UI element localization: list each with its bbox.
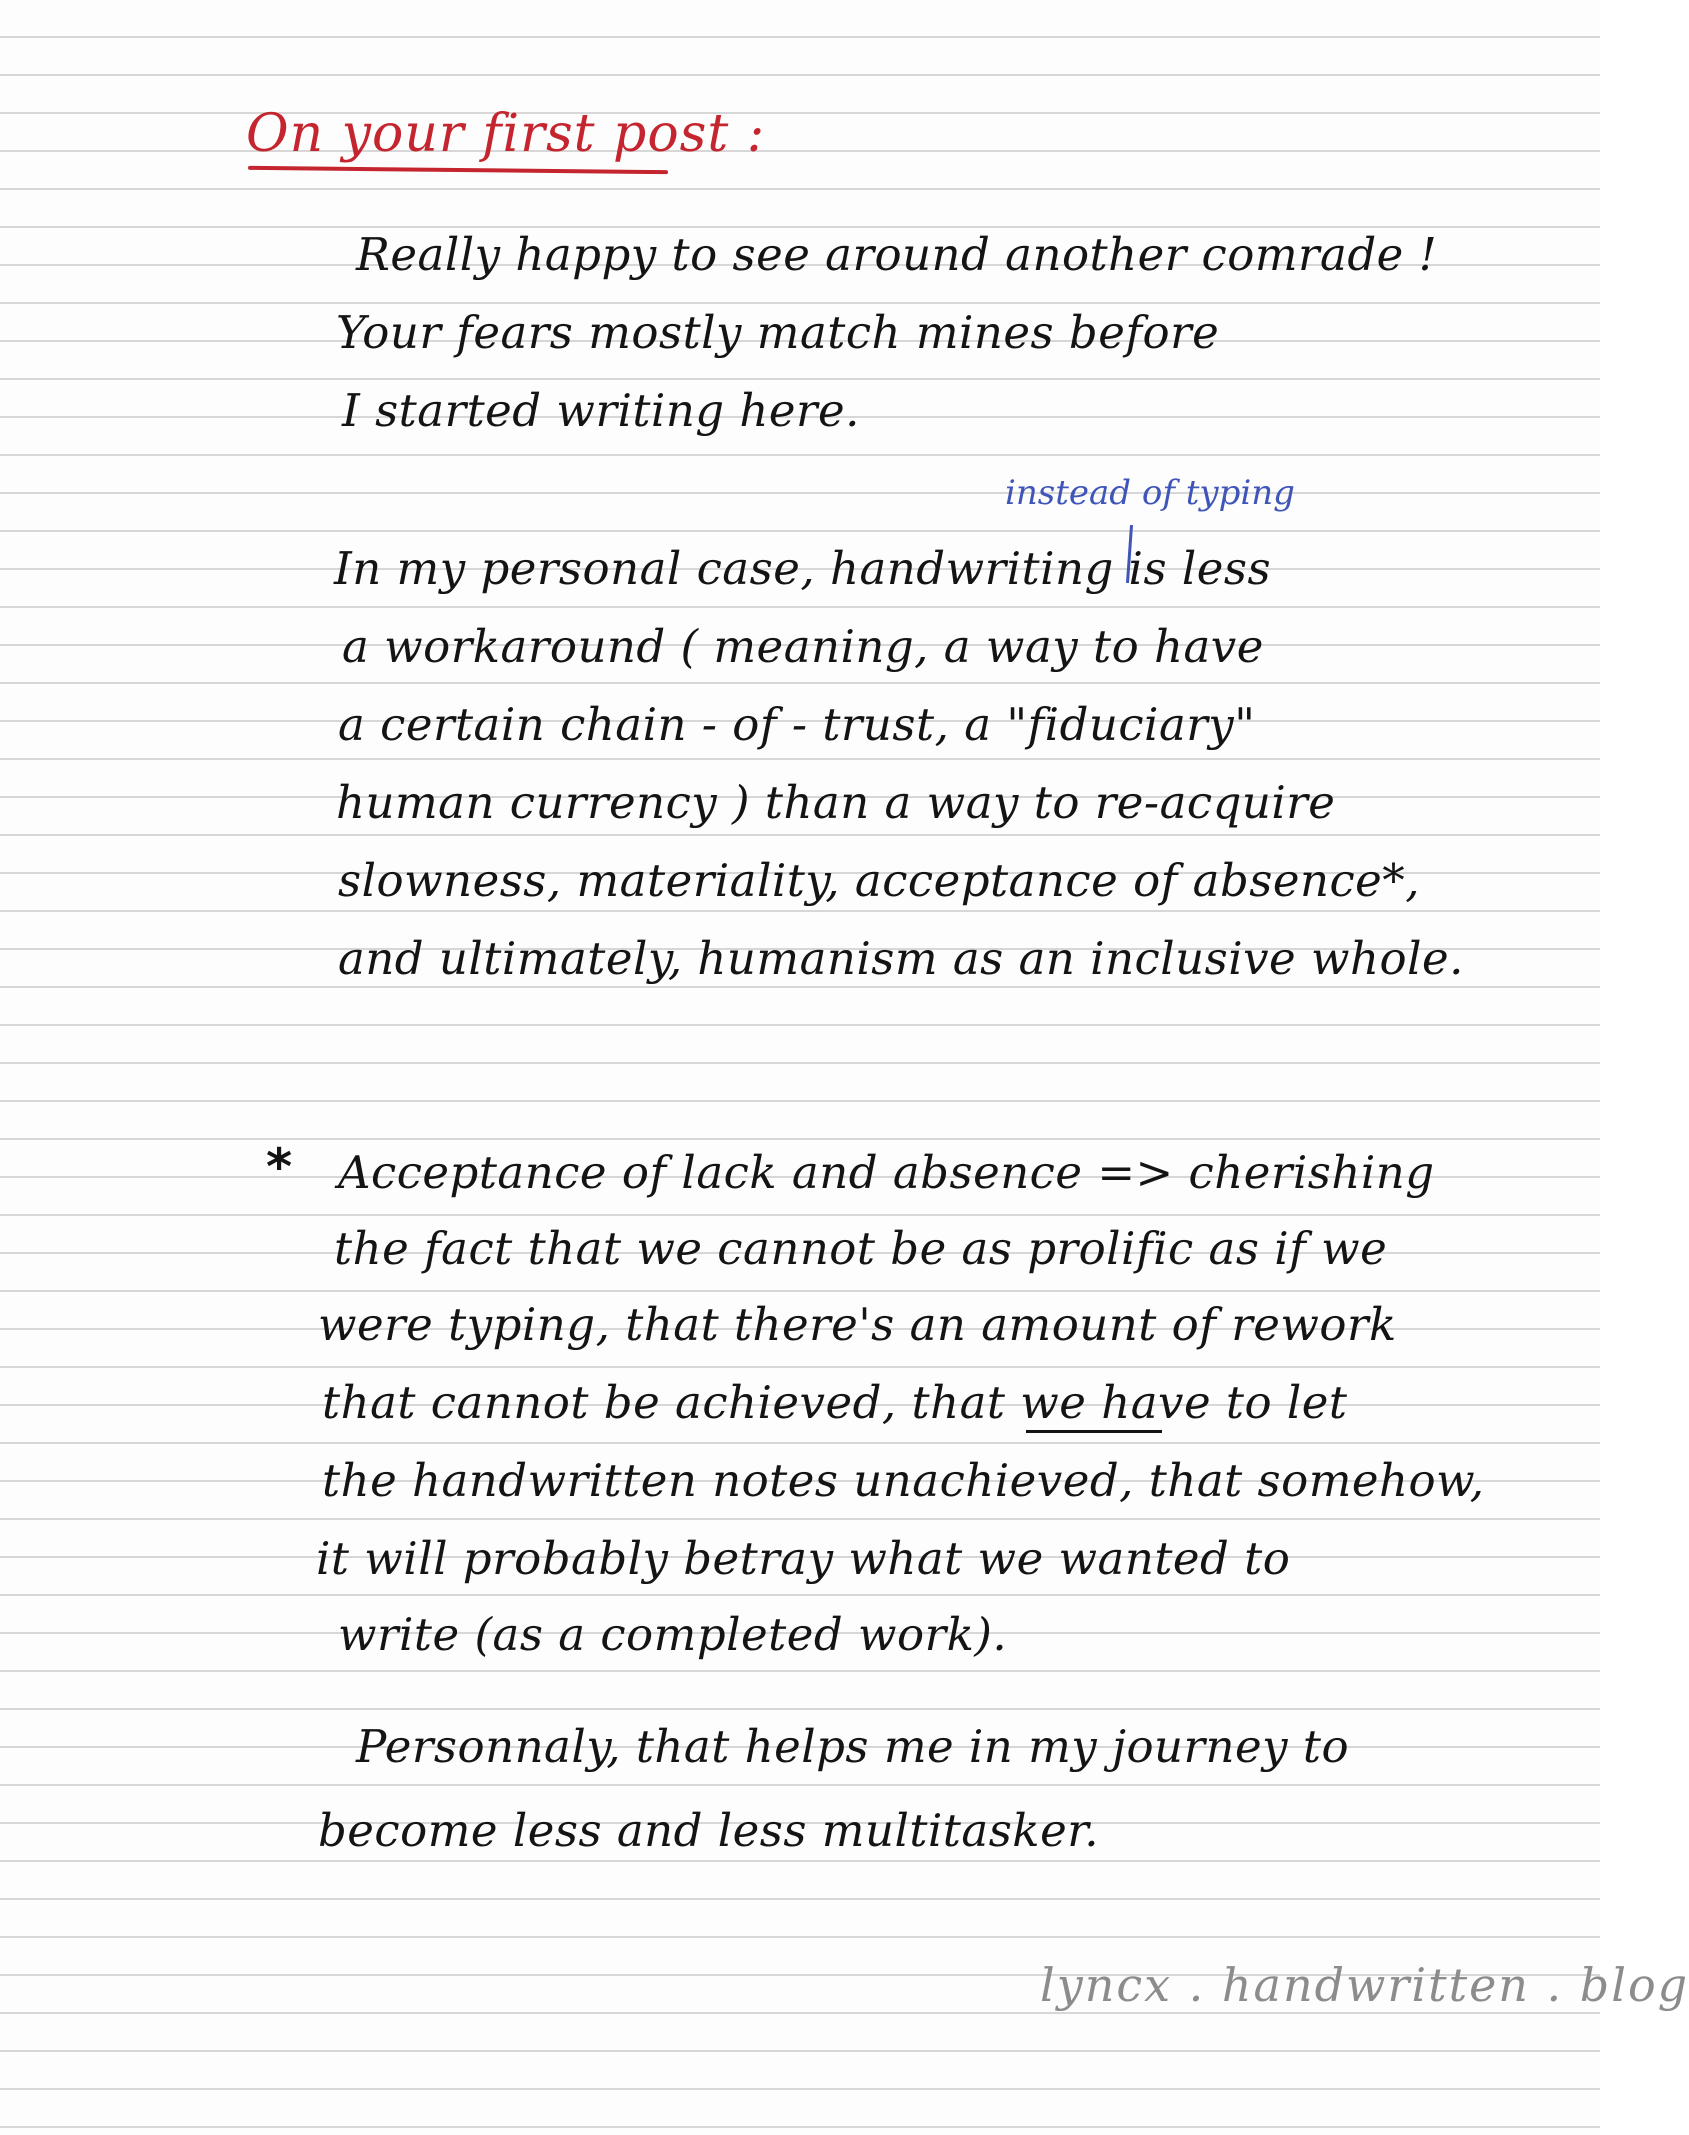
footnote-line: the fact that we cannot be as prolific as if we [334,1222,1388,1275]
paragraph-line: In my personal case, handwriting is less [334,542,1272,595]
paragraph-line: a certain chain - of - trust, a "fiduciary" [338,698,1256,751]
footnote-line: Acceptance of lack and absence => cherishing [338,1146,1435,1199]
paragraph-line: and ultimately, humanism as an inclusive whole. [338,932,1464,985]
paragraph-line: slowness, materiality, acceptance of absence*, [338,854,1421,907]
footnote-line: were typing, that there's an amount of rework [318,1298,1397,1351]
paragraph-line: a workaround ( meaning, a way to have [342,620,1264,673]
footnote-line: the handwritten notes unachieved, that somehow, [322,1454,1485,1507]
emphasis-underline [1026,1430,1162,1433]
page-title: On your first post : [246,104,766,164]
footnote-line: write (as a completed work). [338,1608,1008,1661]
inserted-annotation: instead of typing [1005,473,1295,513]
footnote-asterisk: * [266,1138,293,1196]
footnote-line: it will probably betray what we wanted to [316,1532,1291,1585]
footnote-line: that cannot be achieved, that we have to let [322,1376,1348,1429]
title-underline [248,166,668,174]
paragraph-line: Your fears mostly match mines before [336,306,1220,359]
paragraph-line: human currency ) than a way to re-acquire [336,776,1336,829]
paragraph-line: I started writing here. [342,384,860,437]
paragraph-line: Personnaly, that helps me in my journey to [356,1720,1350,1773]
blog-signature: lyncx . handwritten . blog [1040,1958,1689,2012]
paragraph-line: become less and less multitasker. [318,1804,1100,1857]
paragraph-line: Really happy to see around another comrade ! [356,228,1438,281]
